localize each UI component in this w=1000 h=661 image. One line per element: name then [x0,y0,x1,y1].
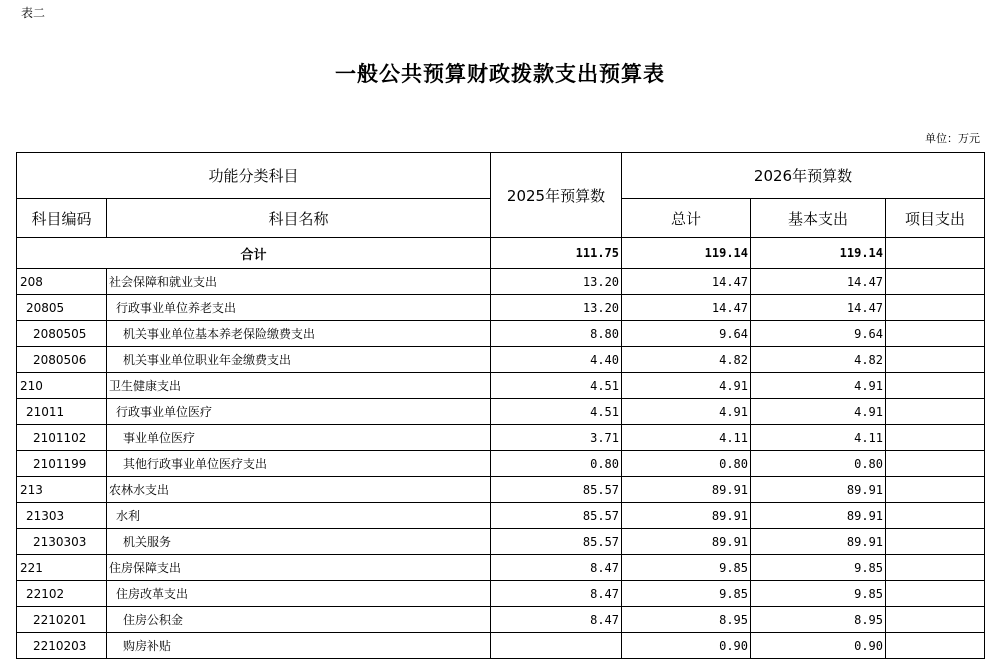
row-code: 20805 [17,295,107,321]
header-budget-2026: 2026年预算数 [622,153,985,199]
row-code: 2130303 [17,529,107,555]
row-total: 89.91 [622,529,751,555]
row-total: 8.95 [622,607,751,633]
row-basic: 4.82 [751,347,886,373]
row-basic: 9.85 [751,581,886,607]
row-total: 14.47 [622,269,751,295]
row-total: 0.90 [622,633,751,659]
row-project [886,529,985,555]
row-project [886,581,985,607]
table-row [17,451,985,477]
total-label: 合计 [17,238,491,269]
row-project [886,503,985,529]
row-code: 21303 [17,503,107,529]
table-row [17,425,985,451]
total-row [17,238,985,269]
row-project [886,347,985,373]
row-budget-2025: 3.71 [491,425,622,451]
table-row [17,477,985,503]
row-basic: 14.47 [751,269,886,295]
row-budget-2025: 8.47 [491,555,622,581]
row-name: 机关服务 [107,529,491,555]
table-row [17,373,985,399]
row-budget-2025: 8.80 [491,321,622,347]
row-project [886,321,985,347]
row-budget-2025: 13.20 [491,269,622,295]
row-budget-2025 [491,633,622,659]
row-project [886,451,985,477]
row-code: 213 [17,477,107,503]
row-name: 行政事业单位医疗 [107,399,491,425]
row-project [886,633,985,659]
row-code: 2210201 [17,607,107,633]
row-budget-2025: 4.51 [491,399,622,425]
row-project [886,477,985,503]
table-row [17,581,985,607]
row-name: 社会保障和就业支出 [107,269,491,295]
row-basic: 4.91 [751,399,886,425]
row-budget-2025: 8.47 [491,581,622,607]
row-code: 221 [17,555,107,581]
header-code: 科目编码 [17,199,107,238]
row-budget-2025: 4.40 [491,347,622,373]
total-basic: 119.14 [751,238,886,269]
table-row [17,347,985,373]
total-budget-2025: 111.75 [491,238,622,269]
row-code: 22102 [17,581,107,607]
row-name: 水利 [107,503,491,529]
header-name: 科目名称 [107,199,491,238]
row-total: 0.80 [622,451,751,477]
page-title: 一般公共预算财政拨款支出预算表 [335,61,665,86]
row-name: 农林水支出 [107,477,491,503]
row-name: 卫生健康支出 [107,373,491,399]
row-total: 4.91 [622,373,751,399]
table-row [17,269,985,295]
row-project [886,295,985,321]
table-row [17,607,985,633]
table-row [17,529,985,555]
row-total: 4.82 [622,347,751,373]
row-project [886,607,985,633]
table-row [17,633,985,659]
row-code: 21011 [17,399,107,425]
row-budget-2025: 13.20 [491,295,622,321]
row-total: 9.85 [622,581,751,607]
row-budget-2025: 0.80 [491,451,622,477]
row-budget-2025: 4.51 [491,373,622,399]
row-basic: 8.95 [751,607,886,633]
row-code: 2101199 [17,451,107,477]
header-functional-category: 功能分类科目 [17,153,491,199]
header-basic: 基本支出 [751,199,886,238]
row-name: 住房公积金 [107,607,491,633]
row-basic: 4.11 [751,425,886,451]
row-basic: 9.85 [751,555,886,581]
header-budget-2025: 2025年预算数 [491,153,622,238]
row-total: 14.47 [622,295,751,321]
table-row [17,295,985,321]
row-code: 208 [17,269,107,295]
row-budget-2025: 85.57 [491,529,622,555]
row-basic: 4.91 [751,373,886,399]
row-code: 2080506 [17,347,107,373]
row-basic: 0.80 [751,451,886,477]
table-label: 表二 [21,6,46,20]
row-name: 机关事业单位基本养老保险缴费支出 [107,321,491,347]
header-project: 项目支出 [886,199,985,238]
row-project [886,399,985,425]
total-total: 119.14 [622,238,751,269]
row-basic: 14.47 [751,295,886,321]
total-project [886,238,985,269]
row-project [886,555,985,581]
row-total: 89.91 [622,477,751,503]
row-name: 购房补贴 [107,633,491,659]
table-row [17,399,985,425]
row-name: 事业单位医疗 [107,425,491,451]
row-total: 89.91 [622,503,751,529]
header-total: 总计 [622,199,751,238]
row-budget-2025: 85.57 [491,503,622,529]
row-total: 9.64 [622,321,751,347]
row-budget-2025: 8.47 [491,607,622,633]
row-code: 2210203 [17,633,107,659]
table-row [17,503,985,529]
row-name: 其他行政事业单位医疗支出 [107,451,491,477]
table-row [17,555,985,581]
row-project [886,269,985,295]
row-total: 4.11 [622,425,751,451]
row-code: 2080505 [17,321,107,347]
row-code: 2101102 [17,425,107,451]
table-row [17,321,985,347]
budget-table [16,152,985,659]
row-basic: 9.64 [751,321,886,347]
row-name: 住房保障支出 [107,555,491,581]
unit-label: 单位：万元 [925,132,980,145]
row-total: 4.91 [622,399,751,425]
row-budget-2025: 85.57 [491,477,622,503]
row-basic: 0.90 [751,633,886,659]
row-basic: 89.91 [751,503,886,529]
row-project [886,425,985,451]
row-name: 行政事业单位养老支出 [107,295,491,321]
row-code: 210 [17,373,107,399]
row-project [886,373,985,399]
row-total: 9.85 [622,555,751,581]
row-name: 机关事业单位职业年金缴费支出 [107,347,491,373]
row-basic: 89.91 [751,529,886,555]
row-name: 住房改革支出 [107,581,491,607]
row-basic: 89.91 [751,477,886,503]
